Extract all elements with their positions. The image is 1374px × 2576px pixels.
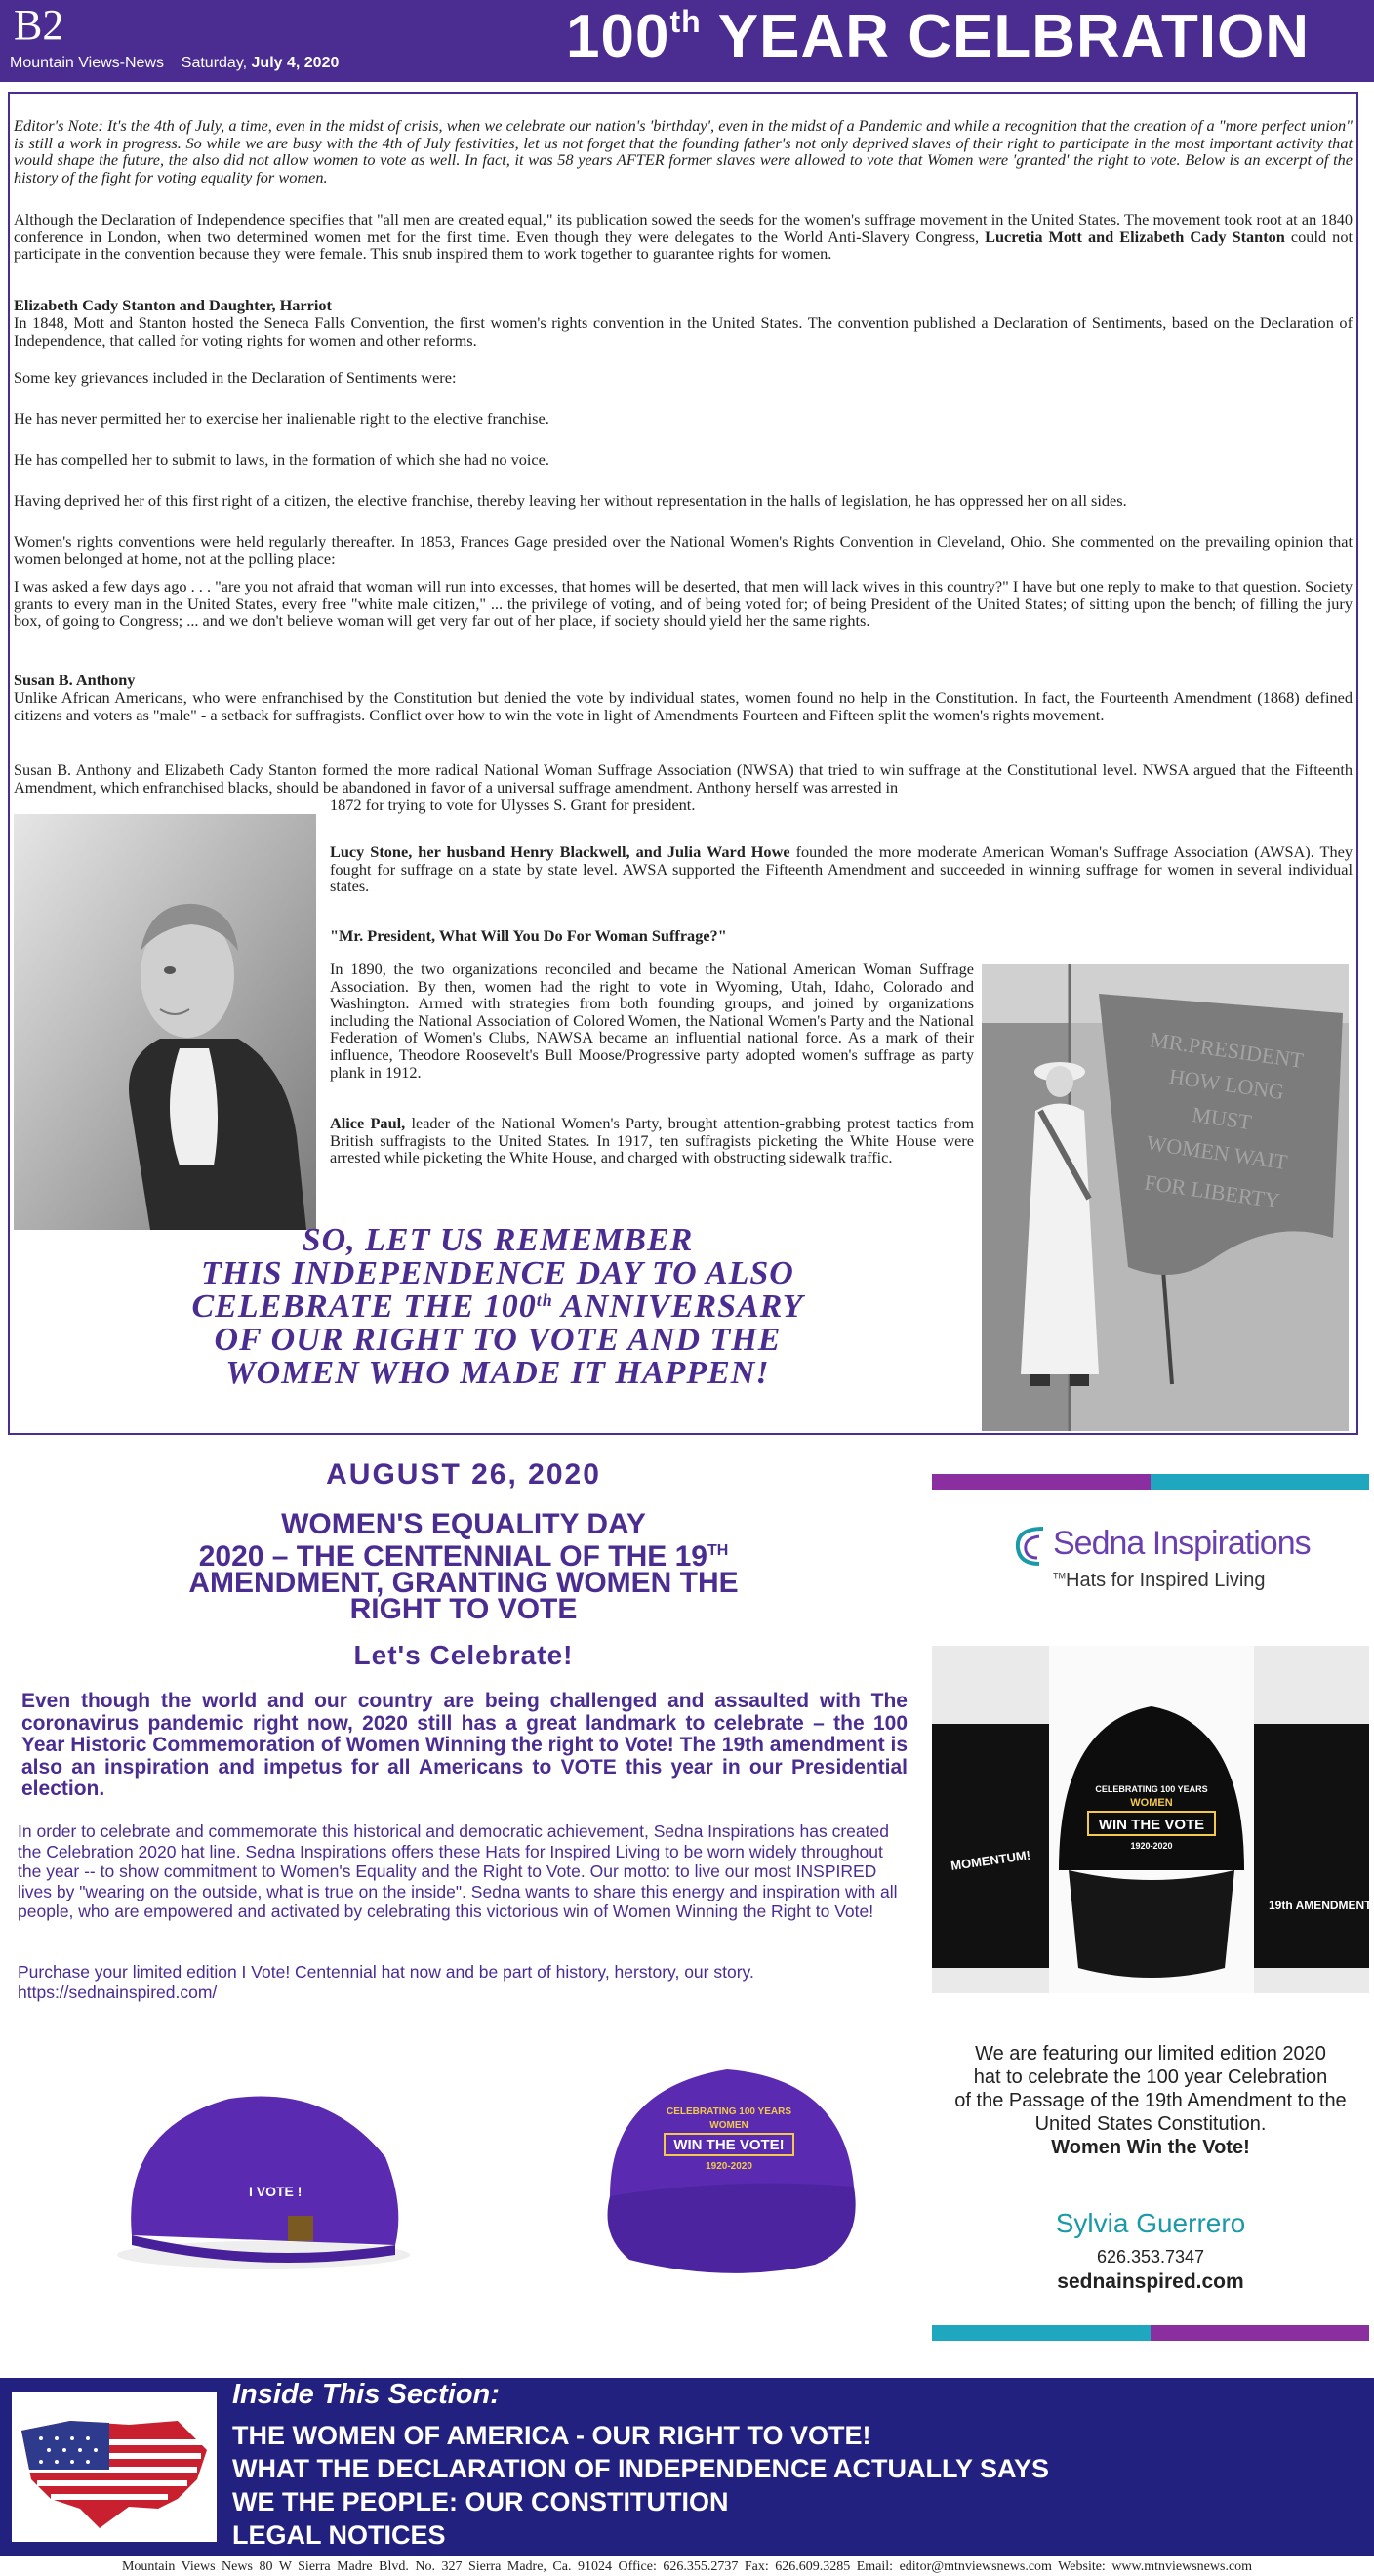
- paragraph-grievances-intro: Some key grievances included in the Declaration of Sentiments were:: [14, 368, 457, 387]
- grievance-2: He has compelled her to submit to laws, in the formation of which she had no voice.: [14, 450, 549, 469]
- inside-item[interactable]: WHAT THE DECLARATION OF INDEPENDENCE ACTUALLY SAYS: [232, 2454, 1050, 2483]
- masthead: [0, 0, 1374, 82]
- paragraph-nwsa: Susan B. Anthony and Elizabeth Cady Stanton formed the more radical National Woman Suffrage Association (NWSA) that tried to win suffrage at the Constitutional level. NWSA argued that the Fifteenth Amendment, which enfranchised blacks, should be abandoned in favor of a universal suffrage amendment. Anthony herself was arrested in: [14, 760, 1353, 797]
- sedna-logo: [1010, 1521, 1342, 1609]
- svg-text:FOR LIBERTY: FOR LIBERTY: [1143, 1169, 1282, 1213]
- contact-phone: 626.353.7347: [1096, 2247, 1205, 2267]
- brand-tagline: ™Hats for Inspired Living: [1053, 1570, 1266, 1591]
- brand-name: Sedna Inspirations: [1053, 1525, 1311, 1562]
- paragraph-alice-paul: Alice Paul, leader of the National Women's Party, brought attention-grabbing protest tactics from British suffragists to the United States. In 1917, ten suffragists picketing the White House were arrested while picketing the White House, and charged with obstructing sidewalk traffic.: [330, 1114, 974, 1167]
- hat1-label: I VOTE !: [249, 2184, 303, 2199]
- bottom-bar-magenta: [1151, 2325, 1369, 2341]
- svg-text:1920-2020: 1920-2020: [706, 2161, 752, 2172]
- contact-name: Sylvia Guerrero: [1055, 2208, 1246, 2238]
- ad-heading: WOMEN'S EQUALITY DAY 2020 – THE CENTENNIAL OF THE 19TH AMENDMENT, GRANTING WOMEN THE RIGHT TO VOTE: [188, 1508, 739, 1625]
- heading-president: "Mr. President, What Will You Do For Woman Suffrage?": [330, 926, 727, 945]
- paragraph-quote: I was asked a few days ago . . . "are you not afraid that woman will run into excesses, that homes will be deserted, that men will lack wives in this country?" I have but one reply to make to that question. Society grants to every man in the United States, every free "white male citizen," ... the privilege of voting, and of being voted for; of being President of the United States; of sitting upon the bench; of filling the jury box, of going to Congress; ... and we don't believe woman will get very far out of her place, if society should yield her the same rights.: [14, 577, 1353, 631]
- paragraph-seneca: In 1848, Mott and Stanton hosted the Seneca Falls Convention, the first women's rights convention in the United States. The convention published a Declaration of Sentiments, based on the Declaration of Independence, that called for voting rights for women and other reforms.: [14, 313, 1353, 349]
- svg-text:1920-2020: 1920-2020: [1130, 1841, 1173, 1851]
- page-title: 100th YEAR CELBRATION: [566, 3, 1311, 70]
- ad-date: AUGUST 26, 2020: [326, 1458, 601, 1491]
- svg-text:WOMEN: WOMEN: [1130, 1797, 1173, 1809]
- suffragist-banner-photo: [982, 964, 1349, 1431]
- article-box: [8, 92, 1358, 1435]
- svg-text:MOMENTUM!: MOMENTUM!: [950, 1847, 1031, 1873]
- date: July 4, 2020: [251, 55, 340, 71]
- top-bar-teal: [1151, 1474, 1369, 1490]
- ad-para-1: Even though the world and our country are being challenged and assaulted with The coronavirus pandemic right now, 2020 still has a great landmark to celebrate – the 100 Year Historic Commemoration of Women Winning the right to Vote! The 19th amendment is also an inspiration and impetus for all Americans to VOTE this year in our Presidential election.: [21, 1690, 908, 1800]
- paragraph-nwsa-end: 1872 for trying to vote for Ulysses S. Grant for president.: [330, 796, 696, 814]
- inside-item[interactable]: LEGAL NOTICES: [232, 2520, 446, 2550]
- paragraph-declaration: Although the Declaration of Independence specifies that "all men are created equal," its publication sowed the seeds for the women's suffrage movement in the United States. The movement took root at an 1840 conference in London, when two determined women met for the first time. Even though they were delegates to the World Anti-Slavery Congress, Lucretia Mott and Elizabeth Cady Stanton could not participate in the convention because they were female. This snub inspired them to work together to guarantee rights for women.: [14, 210, 1353, 264]
- svg-text:WIN THE VOTE: WIN THE VOTE: [1098, 1817, 1205, 1833]
- ad-para-2: In order to celebrate and commemorate this historical and democratic achievement, Sedna Inspirations has created the Celebration 2020 hat line. Sedna Inspirations offers these Hats for Inspired Living to be worn widely throughout the year -- to show commitment to Women's Equality and the Right to Vote. Our motto: to live our most INSPIRED lives by "wearing on the outside, what is true on the inside". Sedna wants to share this energy and inspiration with all people, who are empowered and activated by celebrating this victorious win of Women Winning the Right to Vote!: [18, 1821, 898, 1921]
- heading-stanton: Elizabeth Cady Stanton and Daughter, Harriot: [14, 296, 332, 314]
- svg-text:CELEBRATING 100 YEARS: CELEBRATING 100 YEARS: [667, 2106, 791, 2117]
- contact-website[interactable]: sednainspired.com: [1057, 2270, 1244, 2293]
- inside-list: [232, 2419, 1049, 2552]
- paper-dateline: [10, 55, 339, 72]
- top-bar-magenta: [932, 1474, 1151, 1490]
- paper-name: Mountain Views-News: [10, 55, 164, 71]
- svg-text:WIN THE VOTE!: WIN THE VOTE!: [673, 2137, 785, 2153]
- black-caps-image: [932, 1646, 1369, 1993]
- svg-text:MR.PRESIDENT: MR.PRESIDENT: [1148, 1027, 1306, 1073]
- win-the-vote-hat-image: [571, 2050, 883, 2284]
- paragraph-fourteenth: Unlike African Americans, who were enfranchised by the Constitution but denied the vote by individual states, women found no help in the Constitution. In fact, the Fourteenth Amendment (1868) defined citizens and voters as "male" - a setback for suffragists. Conflict over how to win the vote in light of Amendments Fourteen and Fifteen split the women's rights movement.: [14, 688, 1353, 724]
- heading-anthony: Susan B. Anthony: [14, 671, 136, 689]
- sedna-side-ad: [932, 1474, 1369, 2343]
- paragraph-gage: Women's rights conventions were held regularly thereafter. In 1853, Frances Gage presided over the National Women's Rights Convention in Cleveland, Ohio. She commented on the prevailing opinion that women belonged at home, not at the polling place:: [14, 532, 1353, 568]
- inside-heading: Inside This Section:: [232, 2379, 500, 2410]
- svg-text:WOMEN WAIT: WOMEN WAIT: [1145, 1130, 1289, 1175]
- inside-item[interactable]: THE WOMEN OF AMERICA - OUR RIGHT TO VOTE!: [232, 2421, 871, 2450]
- date-day: Saturday,: [181, 55, 248, 71]
- svg-text:CELEBRATING 100 YEARS: CELEBRATING 100 YEARS: [1095, 1784, 1208, 1794]
- grievance-3: Having deprived her of this first right of a citizen, the elective franchise, thereby leaving her without representation in the halls of legislation, he has oppressed her on all sides.: [14, 491, 1127, 510]
- us-flag-map-icon: [12, 2392, 217, 2542]
- section-label: B2: [14, 1, 64, 49]
- svg-text:MUST: MUST: [1191, 1101, 1254, 1135]
- grievance-1: He has never permitted her to exercise her inalienable right to the elective franchise.: [14, 409, 549, 428]
- paragraph-nawsa: In 1890, the two organizations reconciled and became the National American Woman Suffrage Association. By then, women had the right to vote in Wyoming, Utah, Idaho, Colorado and Washington. Armed with strategies from both founding groups, and joined by organizations including the National Association of Colored Women, the National Women's Party and the National Federation of Women's Clubs, NAWSA became an influential national force. As a mark of their influence, Theodore Roosevelt's Bull Moose/Progressive party adopted women's suffrage as party plank in 1912.: [330, 960, 974, 1082]
- inside-this-section: [0, 2378, 1374, 2556]
- svg-text:19th AMENDMENT: 19th AMENDMENT: [1269, 1899, 1369, 1912]
- sedna-swirl-icon: [1010, 1521, 1053, 1570]
- susan-b-anthony-photo: [14, 814, 316, 1230]
- editor-note: Editor's Note: It's the 4th of July, a time, even in the midst of crisis, when we celebrate our nation's 'birthday', even in the midst of a Pandemic and while a recognition that the creation of a "more perfect union" is still a work in progress. So while we are busy with the 4th of July festivities, let us not forget that the founding father's not only deprived slaves of their right to participate in the most important activity that would shape the future, the also did not allow women to vote as well. In fact, it was 58 years AFTER former slaves were allowed to vote that Women were 'granted' the right to vote. Below is an excerpt of the history of the fight for voting equality for women.: [14, 116, 1353, 186]
- inside-item[interactable]: WE THE PEOPLE: OUR CONSTITUTION: [232, 2487, 729, 2516]
- footer-contact: Mountain Views News 80 W Sierra Madre Blvd. No. 327 Sierra Madre, Ca. 91024 Office: 626.355.2737 Fax: 626.609.3285 Email: editor@mtnviewsnews.com Website: www.mtnviewsnews.com: [121, 2559, 1253, 2574]
- bottom-bar-teal: [932, 2325, 1151, 2341]
- paragraph-awsa: Lucy Stone, her husband Henry Blackwell, and Julia Ward Howe founded the more moderate American Woman's Suffrage Association (AWSA). They fought for suffrage on a state by state level. AWSA supported the Fifteenth Amendment and succeeded in winning suffrage for women in several individual states.: [330, 842, 1353, 896]
- feature-text: We are featuring our limited edition 2020 hat to celebrate the 100 year Celebration of the Passage of the 19th Amendment to the United States Constitution. Women Win the Vote!: [954, 2043, 1347, 2158]
- ad-celebrate: Let's Celebrate!: [353, 1640, 574, 1670]
- i-vote-hat-image: [102, 2060, 424, 2274]
- svg-text:HOW LONG: HOW LONG: [1167, 1063, 1286, 1105]
- svg-text:WOMEN: WOMEN: [709, 2120, 748, 2131]
- remember-slogan: SO, LET US REMEMBER THIS INDEPENDENCE DAY TO ALSO CELEBRATE THE 100th ANNIVERSARY OF OUR RIGHT TO VOTE AND THE WOMEN WHO MADE IT HAPPEN!: [191, 1222, 804, 1391]
- ad-para-3: Purchase your limited edition I Vote! Centennial hat now and be part of history, herstory, our story. https://sednainspired.com/: [18, 1962, 754, 2002]
